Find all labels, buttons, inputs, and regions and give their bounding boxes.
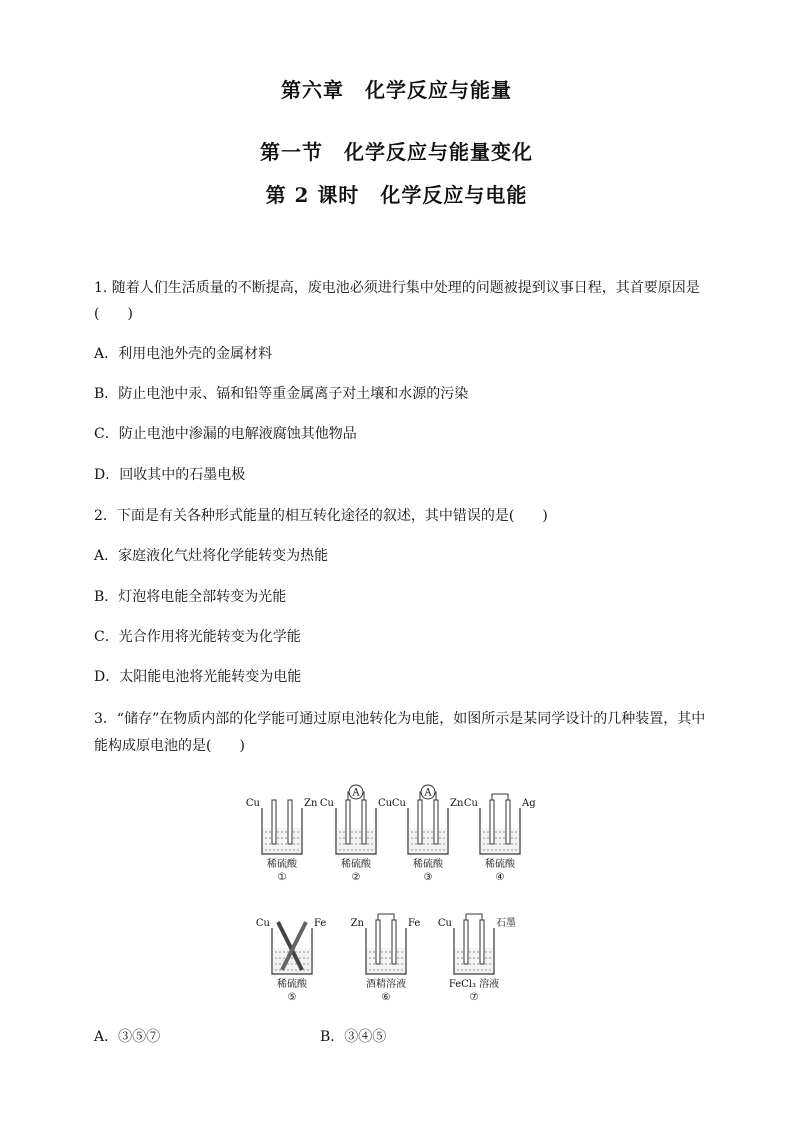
galvanic-cell-figure [245,784,550,1004]
electrode-label-right-1: Zn [304,798,318,809]
electrode-right-4 [506,800,510,844]
q2-option-c: C．光合作用将光能转变为化学能 [94,629,301,645]
electrode-right-2 [362,800,366,844]
wire-4 [492,794,508,800]
electrode-right-1 [288,800,292,844]
electrode-label-left-6: Zn [350,918,364,929]
q1-blank: ( ) [94,306,133,322]
solution-label-3: 稀硫酸 [413,859,443,870]
electrode-label-left-7: Cu [437,918,452,929]
chapter-title: 第六章 化学反应与能量 [281,78,512,102]
electrode-left-1 [272,800,276,844]
solution-label-5: 稀硫酸 [277,979,307,990]
q2-option-b: B．灯泡将电能全部转变为光能 [94,589,287,605]
electrode-left-7 [464,920,468,964]
electrode-label-right-3: Zn [450,798,464,809]
electrode-label-left-1: Cu [245,798,260,809]
q3-option-b: B．③④⑤ [320,1029,387,1045]
wire-7 [466,914,482,920]
device-diagram [245,784,550,1004]
electrode-label-right-7: 石墨 [496,918,516,929]
solution-label-4: 稀硫酸 [485,859,515,870]
ammeter-label-2: A [352,787,360,799]
electrode-left-2 [346,800,350,844]
electrode-left-3 [418,800,422,844]
q1-option-c: C．防止电池中渗漏的电解液腐蚀其他物品 [94,426,357,442]
device-number-1: ① [277,872,287,883]
q3-stem-line1: 3．“储存”在物质内部的化学能可通过原电池转化为电能，如图所示是某同学设计的几种装置，其中 [94,711,706,727]
q2-option-d: D．太阳能电池将光能转变为电能 [94,669,302,685]
electrode-left-6 [376,920,380,964]
q1-stem: 1. 随着人们生活质量的不断提高，废电池必须进行集中处理的问题被提到议事日程，其首要原因是 [94,280,700,296]
device-number-4: ④ [495,872,505,883]
q3-stem-line2: 能构成原电池的是( ) [94,738,245,754]
q3-option-a: A．③⑤⑦ [94,1029,161,1045]
electrode-label-right-4: Ag [522,798,536,809]
solution-label-6: 酒精溶液 [366,979,406,990]
wire-6 [378,914,394,920]
solution-label-2: 稀硫酸 [341,859,371,870]
solution-label-7: FeCl₃ 溶液 [448,979,500,990]
electrode-label-left-3: Cu [391,798,406,809]
q1-option-d: D．回收其中的石墨电极 [94,467,246,483]
device-number-6: ⑥ [381,992,391,1003]
electrode-label-right-5: Fe [314,918,327,929]
section-title: 第一节 化学反应与能量变化 [260,140,533,164]
electrode-label-left-5: Cu [255,918,270,929]
q1-option-b: B．防止电池中汞、镉和铅等重金属离子对土壤和水源的污染 [94,386,469,402]
electrode-label-left-4: Cu [463,798,478,809]
q1-option-a: A．利用电池外壳的金属材料 [94,346,273,362]
q2-stem: 2．下面是有关各种形式能量的相互转化途径的叙述，其中错误的是( ) [94,508,548,524]
solution-label-1: 稀硫酸 [267,859,297,870]
electrode-label-right-2: Cu [378,798,393,809]
lesson-title: 第 2 课时 化学反应与电能 [265,183,528,207]
electrode-right-7 [480,920,484,964]
device-number-5: ⑤ [287,992,297,1003]
q2-option-a: A．家庭液化气灶将化学能转变为热能 [94,548,329,564]
device-number-3: ③ [423,872,433,883]
electrode-right-3 [434,800,438,844]
electrode-right-6 [392,920,396,964]
device-number-7: ⑦ [469,992,479,1003]
ammeter-label-3: A [424,787,432,799]
device-number-2: ② [351,872,361,883]
electrode-label-left-2: Cu [319,798,334,809]
electrode-label-right-6: Fe [408,918,421,929]
electrode-left-4 [490,800,494,844]
